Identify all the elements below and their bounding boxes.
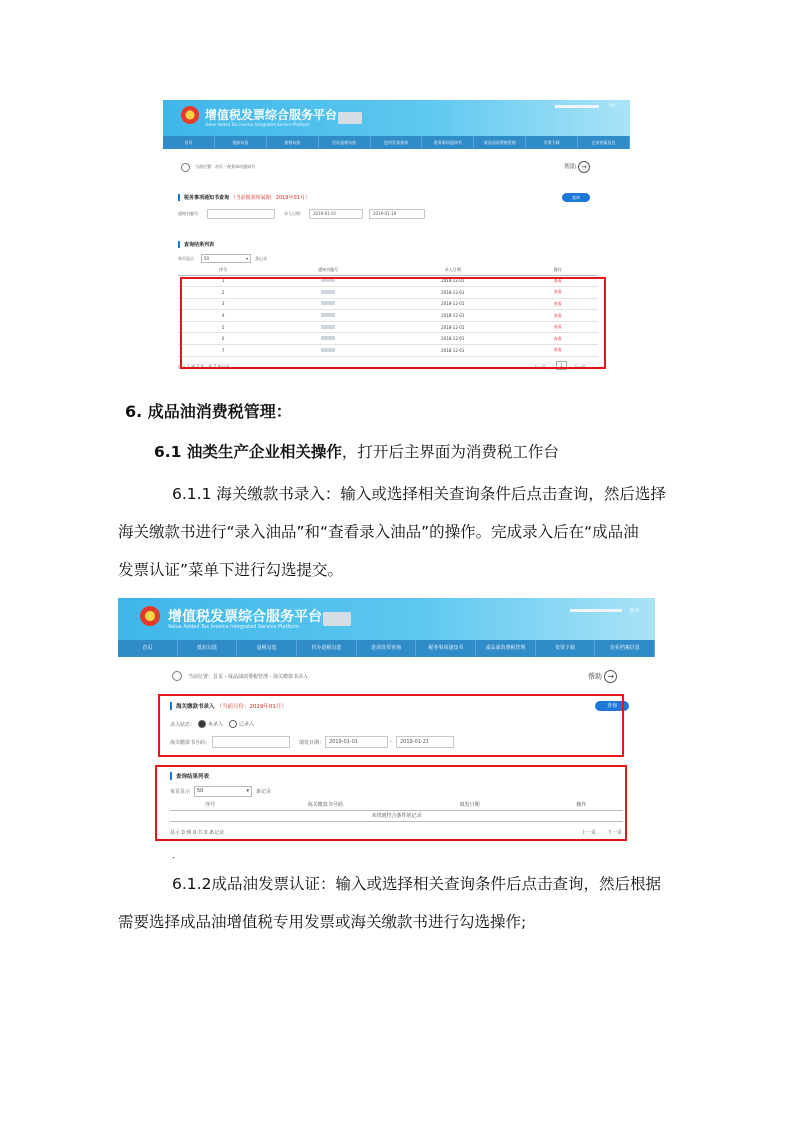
nav-item[interactable]: 首页 (163, 136, 215, 149)
view-link[interactable]: 查看 (518, 310, 598, 322)
page-size-value: 50 (204, 256, 210, 261)
user-name-blurred (555, 105, 599, 108)
highlight-result-table (155, 765, 627, 841)
platform-subtitle: Value Added Tax Invoice Integrated Service Platform (205, 122, 310, 127)
query-button[interactable]: 查询 (595, 701, 629, 711)
taxpayer-name-blurred (338, 112, 362, 124)
column-header: 填发日期 (400, 800, 540, 810)
section-heading-6-1-bold: 6.1 油类生产企业相关操作 (154, 443, 342, 461)
result-title: 查询结果列表 (178, 241, 214, 248)
page-number[interactable]: 1 (556, 361, 567, 370)
date-separator: - (390, 739, 392, 745)
form-title (178, 194, 310, 201)
breadcrumb: 当前位置：首页 - 成品油消费税管理 - 海关缴款书录入 (188, 674, 308, 680)
result-title: 查询结果列表 (170, 772, 209, 780)
next-page-link[interactable]: 下一页 (574, 364, 586, 369)
platform-title: 增值税发票综合服务平台 (205, 108, 338, 122)
nav-item[interactable]: 企业档案信息 (595, 640, 655, 657)
location-icon (181, 163, 190, 172)
breadcrumb: 当前位置：首页 - 税务事项通知书 (195, 164, 255, 169)
page-size-label: 每页显示 (170, 789, 191, 795)
bill-no-label: 海关缴款书号码： (170, 740, 211, 746)
view-link[interactable]: 查看 (518, 345, 598, 357)
highlight-result-table (180, 277, 606, 369)
tax-emblem-icon (181, 106, 199, 124)
help-link[interactable] (588, 670, 617, 683)
next-page-link[interactable]: 下一页 (607, 830, 623, 836)
query-button[interactable]: 查询 (562, 193, 590, 202)
platform-banner (163, 100, 630, 136)
platform-subtitle: Value Added Tax Invoice Integrated Service Platform (168, 624, 300, 630)
column-header: 录入日期 (388, 266, 518, 275)
cell-no: 6 (178, 333, 268, 345)
page-size-unit: 条记录 (255, 256, 267, 261)
paragraph-line: 6.1.2成品油发票认证：输入或选择相关查询条件后点击查询，然后根据 (172, 875, 661, 893)
nav-item[interactable]: 代办退税勾选 (319, 136, 371, 149)
section-heading-6: 6. 成品油消费税管理： (125, 402, 292, 421)
date-to-input[interactable]: 2019-01-21 (396, 736, 454, 748)
footer-count: 显示 0 到 0 共 0 条记录 (170, 830, 225, 836)
column-header: 序号 (170, 800, 251, 810)
nav-item[interactable]: 进项发票查询 (357, 640, 417, 657)
arrow-right-icon: → (578, 161, 590, 173)
nav-item[interactable]: 发票下载 (526, 136, 578, 149)
paragraph-line: 海关缴款书进行“录入油品”和“查看录入油品”的操作。完成录入后在“成品油 (118, 523, 639, 541)
column-header: 序号 (178, 266, 268, 275)
paragraph-6-1-2 (118, 865, 678, 941)
help-label: 帮助 (564, 163, 577, 171)
paragraph-line: 发票认证”菜单下进行勾选提交。 (118, 561, 344, 579)
main-nav (163, 136, 630, 149)
cell-date: 2018-12-01 (388, 345, 518, 357)
cell-date: 2018-12-01 (388, 298, 518, 310)
tax-emblem-icon (140, 606, 160, 626)
arrow-right-icon: → (604, 670, 617, 683)
nav-item[interactable]: 抵扣勾选 (178, 640, 238, 657)
location-icon (172, 671, 182, 681)
view-link[interactable]: 查看 (518, 298, 598, 310)
view-link[interactable]: 查看 (518, 287, 598, 299)
nav-item[interactable]: 退税勾选 (237, 640, 297, 657)
cell-date: 2018-12-01 (388, 287, 518, 299)
entry-date-label: 录入日期： (284, 211, 304, 216)
chevron-down-icon: ▾ (246, 788, 249, 794)
paragraph-line: 需要选择成品油增值税专用发票或海关缴款书进行勾选操作; (118, 913, 527, 931)
footer-count: 显示 1 到 7 条，共 7 条记录 (178, 364, 230, 369)
nav-item[interactable]: 首页 (118, 640, 178, 657)
nav-item[interactable]: 企业档案信息 (578, 136, 630, 149)
nav-item[interactable]: 成品油消费税管理 (474, 136, 526, 149)
status-option-label: 未录入 (208, 721, 224, 728)
cell-no: 2 (178, 287, 268, 299)
form-period: （当前税款所属期：2019年01月） (230, 195, 310, 201)
paragraph-line: 6.1.1 海关缴款书录入：输入或选择相关查询条件后点击查询，然后选择 (172, 485, 666, 503)
table-header-row (178, 266, 598, 275)
page-size-select[interactable] (201, 254, 251, 263)
nav-item[interactable]: 抵扣勾选 (215, 136, 267, 149)
cell-no: 7 (178, 345, 268, 357)
section-heading-6-1-rest: ，打开后主界面为消费税工作台 (341, 443, 559, 461)
stray-dash: - (172, 853, 175, 862)
nav-item[interactable]: 发票下载 (536, 640, 596, 657)
platform-banner (118, 598, 655, 640)
column-header: 操作 (518, 266, 598, 275)
taxpayer-name-blurred (323, 612, 351, 626)
form-title-text: 海关缴款书录入 (176, 704, 215, 710)
nav-item[interactable]: 税务事项通知书 (416, 640, 476, 657)
help-label: 帮助 (588, 672, 602, 681)
page-size-value: 50 (197, 788, 204, 794)
paragraph-6-1-1 (118, 475, 678, 589)
nav-item[interactable]: 进项发票查询 (371, 136, 423, 149)
cell-no: 3 (178, 298, 268, 310)
prev-page-link[interactable]: 上一页 (534, 364, 546, 369)
column-header: 操作 (539, 800, 623, 810)
date-from-input[interactable]: 2019-01-01 (309, 209, 363, 219)
view-link[interactable]: 查看 (518, 321, 598, 333)
view-link[interactable]: 查看 (518, 333, 598, 345)
cell-date: 2018-12-01 (388, 333, 518, 345)
notice-no-label: 通知书编号： (178, 211, 202, 216)
cell-no: 4 (178, 310, 268, 322)
logout-link[interactable]: 退出 (609, 102, 617, 107)
status-option-label: 已录入 (239, 721, 255, 728)
column-header: 海关缴款书号码 (251, 800, 400, 810)
prev-page-link[interactable]: 上一页 (581, 830, 597, 836)
column-header: 通知书编号 (268, 266, 388, 275)
cell-date: 2018-12-01 (388, 310, 518, 322)
nav-item[interactable]: 退税勾选 (267, 136, 319, 149)
main-nav (118, 640, 655, 657)
nav-item[interactable]: 税务事项通知书 (422, 136, 474, 149)
cell-no: 5 (178, 321, 268, 333)
help-link[interactable] (564, 161, 590, 173)
view-link[interactable]: 查看 (518, 275, 598, 287)
empty-message: 未找到符合条件的记录 (170, 810, 623, 821)
notice-no-input[interactable] (207, 209, 275, 219)
cell-no: 1 (178, 275, 268, 287)
user-name-blurred (570, 609, 622, 612)
status-label: 录入状态： (170, 722, 196, 728)
platform-title: 增值税发票综合服务平台 (168, 609, 322, 625)
highlight-query-form (158, 694, 624, 757)
nav-item[interactable]: 成品油消费税管理 (476, 640, 536, 657)
date-to-input[interactable]: 2019-01-19 (369, 209, 425, 219)
cell-date: 2018-12-01 (388, 275, 518, 287)
date-from-input[interactable]: 2019-01-01 (325, 736, 388, 748)
form-period: （当前月份：2019年01月） (216, 704, 287, 710)
logout-link[interactable]: 退出 (629, 608, 640, 614)
section-heading-6-1 (154, 440, 559, 462)
fill-date-label: 填发日期： (299, 740, 325, 746)
form-title-text: 税务事项通知书查询 (184, 195, 230, 201)
cell-date: 2018-12-01 (388, 321, 518, 333)
page-size-label: 每页显示 (178, 256, 194, 261)
nav-item[interactable]: 代办退税勾选 (297, 640, 357, 657)
page-size-unit: 条记录 (256, 789, 272, 795)
chevron-down-icon: ▾ (245, 256, 248, 261)
